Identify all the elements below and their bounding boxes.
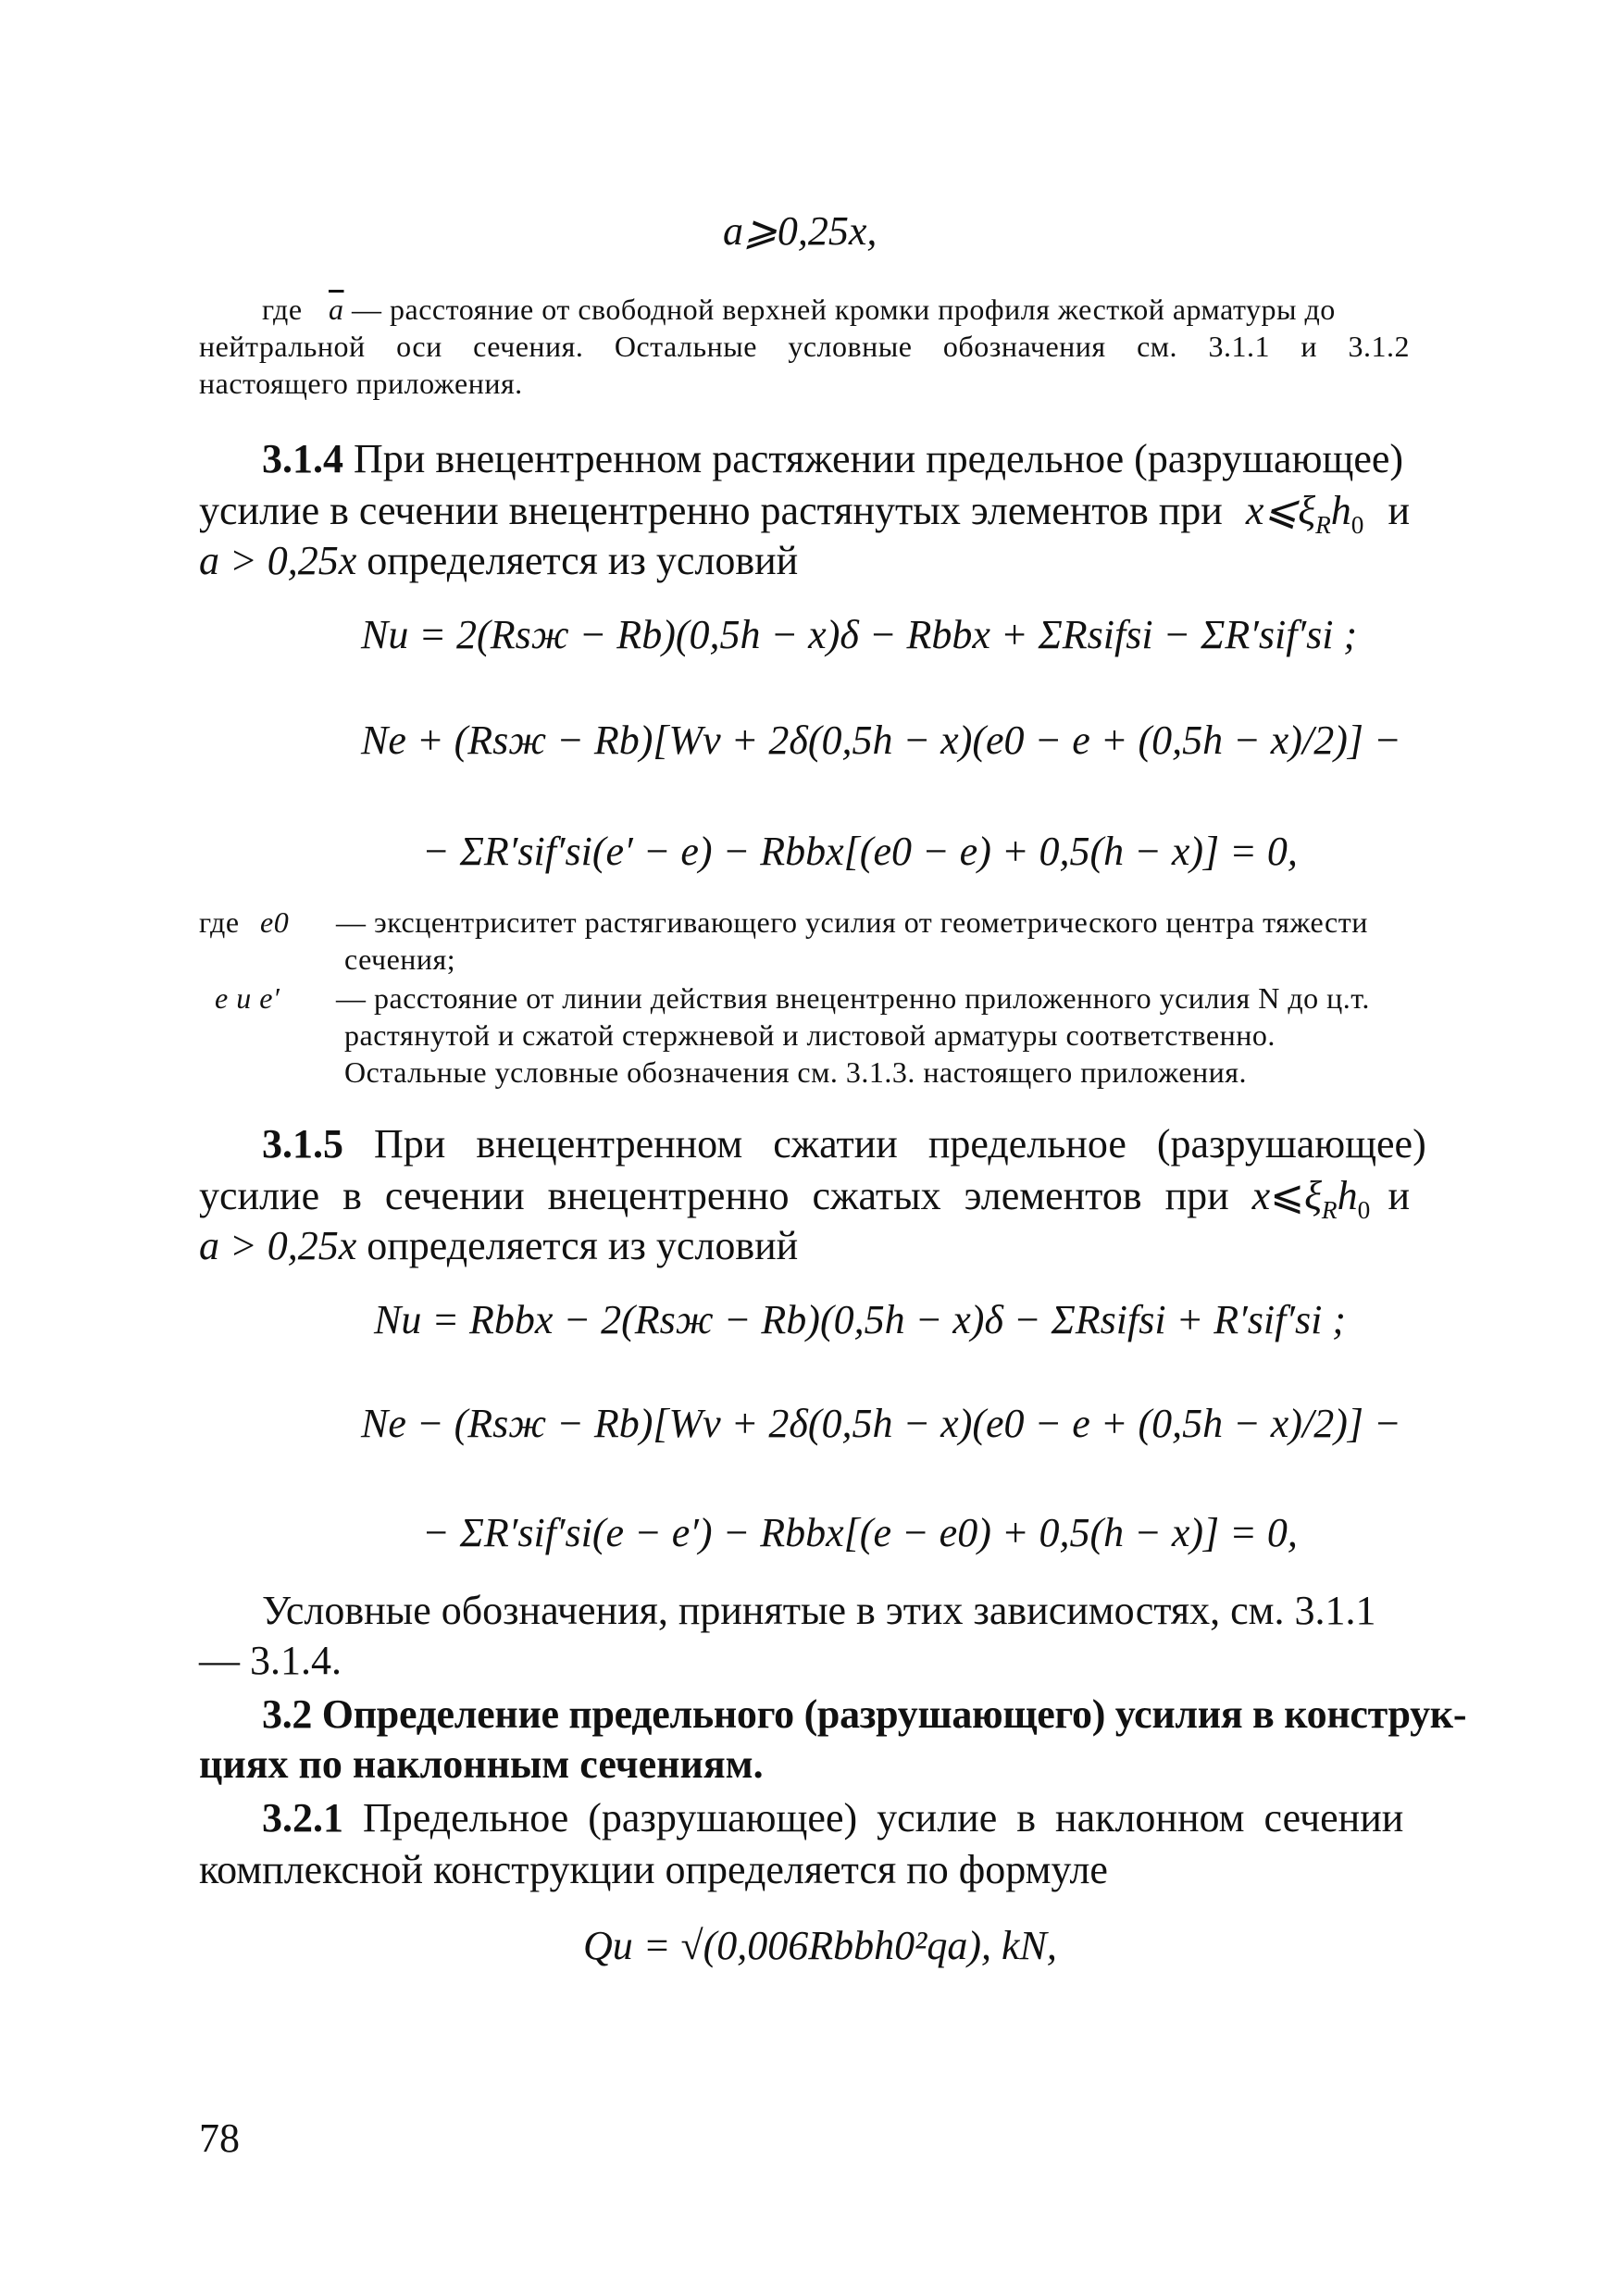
- section-314-cond-a: a > 0,25x: [199, 538, 357, 583]
- page-number: [199, 2115, 240, 2161]
- section-321-text-2: комплексной конструкции определяется по формуле: [199, 1847, 1108, 1892]
- page-number-text: 78: [199, 2115, 240, 2161]
- section-32-heading-text-1: 3.2 Определение предельного (разрушающего) усилия в конструк-: [262, 1691, 1467, 1737]
- section-314-number: 3.1.4: [262, 436, 343, 481]
- section-314-eq3-text: − ΣR′sif′si(e′ − e) − Rbbx[(e0 − e) + 0,5(h − x)] = 0,: [422, 829, 1298, 874]
- section-321-line2: [199, 1847, 1108, 1892]
- section-314-condition: $x⩽\xi_Rh_0$: [1245, 488, 1364, 539]
- section-314-line2: [199, 488, 1410, 539]
- section-315-number: 3.1.5: [262, 1121, 343, 1167]
- section-315-text-2: усилие в сечении внецентренно сжатых элементов при: [199, 1173, 1229, 1218]
- section-315-eq2-text: Ne − (Rsж − Rb)[Wv + 2δ(0,5h − x)(e0 − e + (0,5h − x)/2)] −: [361, 1401, 1401, 1446]
- note-line-1: — расстояние от свободной верхней кромки профиля жесткой арматуры до: [343, 293, 1336, 326]
- where-e0-text-1: — эксцентриситет растягивающего усилия от геометрического центра тяжести: [336, 905, 1368, 939]
- section-314-eq1: [361, 612, 1358, 657]
- section-315-eq2: [361, 1401, 1401, 1446]
- section-32-heading-line1: [262, 1691, 1467, 1737]
- conventions-line2: [199, 1638, 342, 1683]
- where-e-line1: [215, 983, 1410, 1013]
- section-315-line1: [262, 1121, 1426, 1167]
- where-e-text-3: Остальные условные обозначения см. 3.1.3. настоящего приложения.: [344, 1055, 1248, 1089]
- section-315-eq3-text: − ΣR′sif′si(e − e′) − Rbbx[(e − e0) + 0,5(h − x)] = 0,: [422, 1510, 1298, 1555]
- where-e0-line2: [344, 944, 455, 974]
- section-321-text-1: Предельное (разрушающее) усилие в наклонном сечении: [343, 1795, 1404, 1841]
- note-line-2: нейтральной оси сечения. Остальные условные обозначения см. 3.1.1 и 3.1.2: [199, 330, 1410, 363]
- formula-a-condition: [723, 208, 877, 254]
- section-314-line1: [262, 436, 1410, 481]
- section-314-text-1: При внецентренном растяжении предельное (разрушающее): [343, 436, 1404, 481]
- where-e-text-1: — расстояние от линии действия внецентренно приложенного усилия N до ц.т.: [336, 981, 1370, 1015]
- section-321-eq: [583, 1923, 1057, 1968]
- section-314-text-3: определяется из условий: [356, 538, 799, 583]
- section-315-condition: $x⩽\xi_Rh_0$: [1251, 1173, 1371, 1224]
- section-315-text-3: определяется из условий: [356, 1223, 799, 1268]
- section-32-heading-line2: [199, 1741, 764, 1787]
- section-315-eq3: [422, 1510, 1298, 1555]
- section-321-eq-text: Qu = √(0,006Rbbh0²qa), kN,: [583, 1923, 1057, 1968]
- where-e0-symbol: e0: [260, 905, 290, 939]
- where-e-symbol: e и e′: [215, 981, 280, 1015]
- section-315-line3: [199, 1223, 799, 1268]
- section-315-cond-a: a > 0,25x: [199, 1223, 357, 1268]
- section-314-cond-x: x⩽ξ: [1245, 488, 1316, 533]
- section-314-eq1-text: Nu = 2(Rsж − Rb)(0,5h − x)δ − Rbbx + ΣRsifsi − ΣR′sif′si ;: [361, 612, 1358, 657]
- formula-a-condition-text: a⩾0,25x,: [723, 208, 877, 254]
- section-315-text-1: При внецентренном сжатии предельное (разрушающее): [343, 1121, 1426, 1167]
- where-e0-line1: [199, 907, 1410, 937]
- section-321-line1: [262, 1795, 1410, 1841]
- note-lead: где: [262, 293, 303, 326]
- conventions-text-1: Условные обозначения, принятые в этих зависимостях, см. 3.1.1: [262, 1588, 1376, 1633]
- where-e-line3: [344, 1057, 1247, 1087]
- section-315-line2: [199, 1173, 1410, 1224]
- where-e-text-2: растянутой и сжатой стержневой и листовой арматуры соответственно.: [344, 1018, 1276, 1052]
- note-symbol-a: $\overline{a}$: [329, 293, 344, 326]
- section-314-and: и: [1388, 488, 1410, 533]
- where-lead: где: [199, 905, 240, 939]
- note-line-3-wrap: [199, 368, 523, 398]
- conventions-text-2: — 3.1.4.: [199, 1638, 342, 1683]
- section-32-heading-text-2: циях по наклонным сечениям.: [199, 1741, 764, 1787]
- section-314-eq2-text: Ne + (Rsж − Rb)[Wv + 2δ(0,5h − x)(e0 − e + (0,5h − x)/2)] −: [361, 718, 1401, 763]
- section-315-eq1-text: Nu = Rbbx − 2(Rsж − Rb)(0,5h − x)δ − ΣRsifsi + R′sif′si ;: [374, 1297, 1346, 1342]
- section-314-eq2: [361, 720, 1401, 761]
- section-315-eq1: [374, 1297, 1346, 1342]
- where-e0-text-2: сечения;: [344, 942, 456, 976]
- section-314-line3: [199, 538, 799, 583]
- section-314-text-2: усилие в сечении внецентренно растянутых элементов при: [199, 488, 1223, 533]
- conventions-line1: [262, 1588, 1410, 1633]
- section-321-number: 3.2.1: [262, 1795, 343, 1841]
- where-e-line2: [344, 1020, 1276, 1050]
- section-315-and: и: [1388, 1173, 1410, 1218]
- note-line-2-wrap: [199, 331, 1410, 361]
- section-314-eq3: [422, 831, 1298, 872]
- note-a-definition: [262, 294, 1410, 324]
- note-line-3: настоящего приложения.: [199, 367, 523, 400]
